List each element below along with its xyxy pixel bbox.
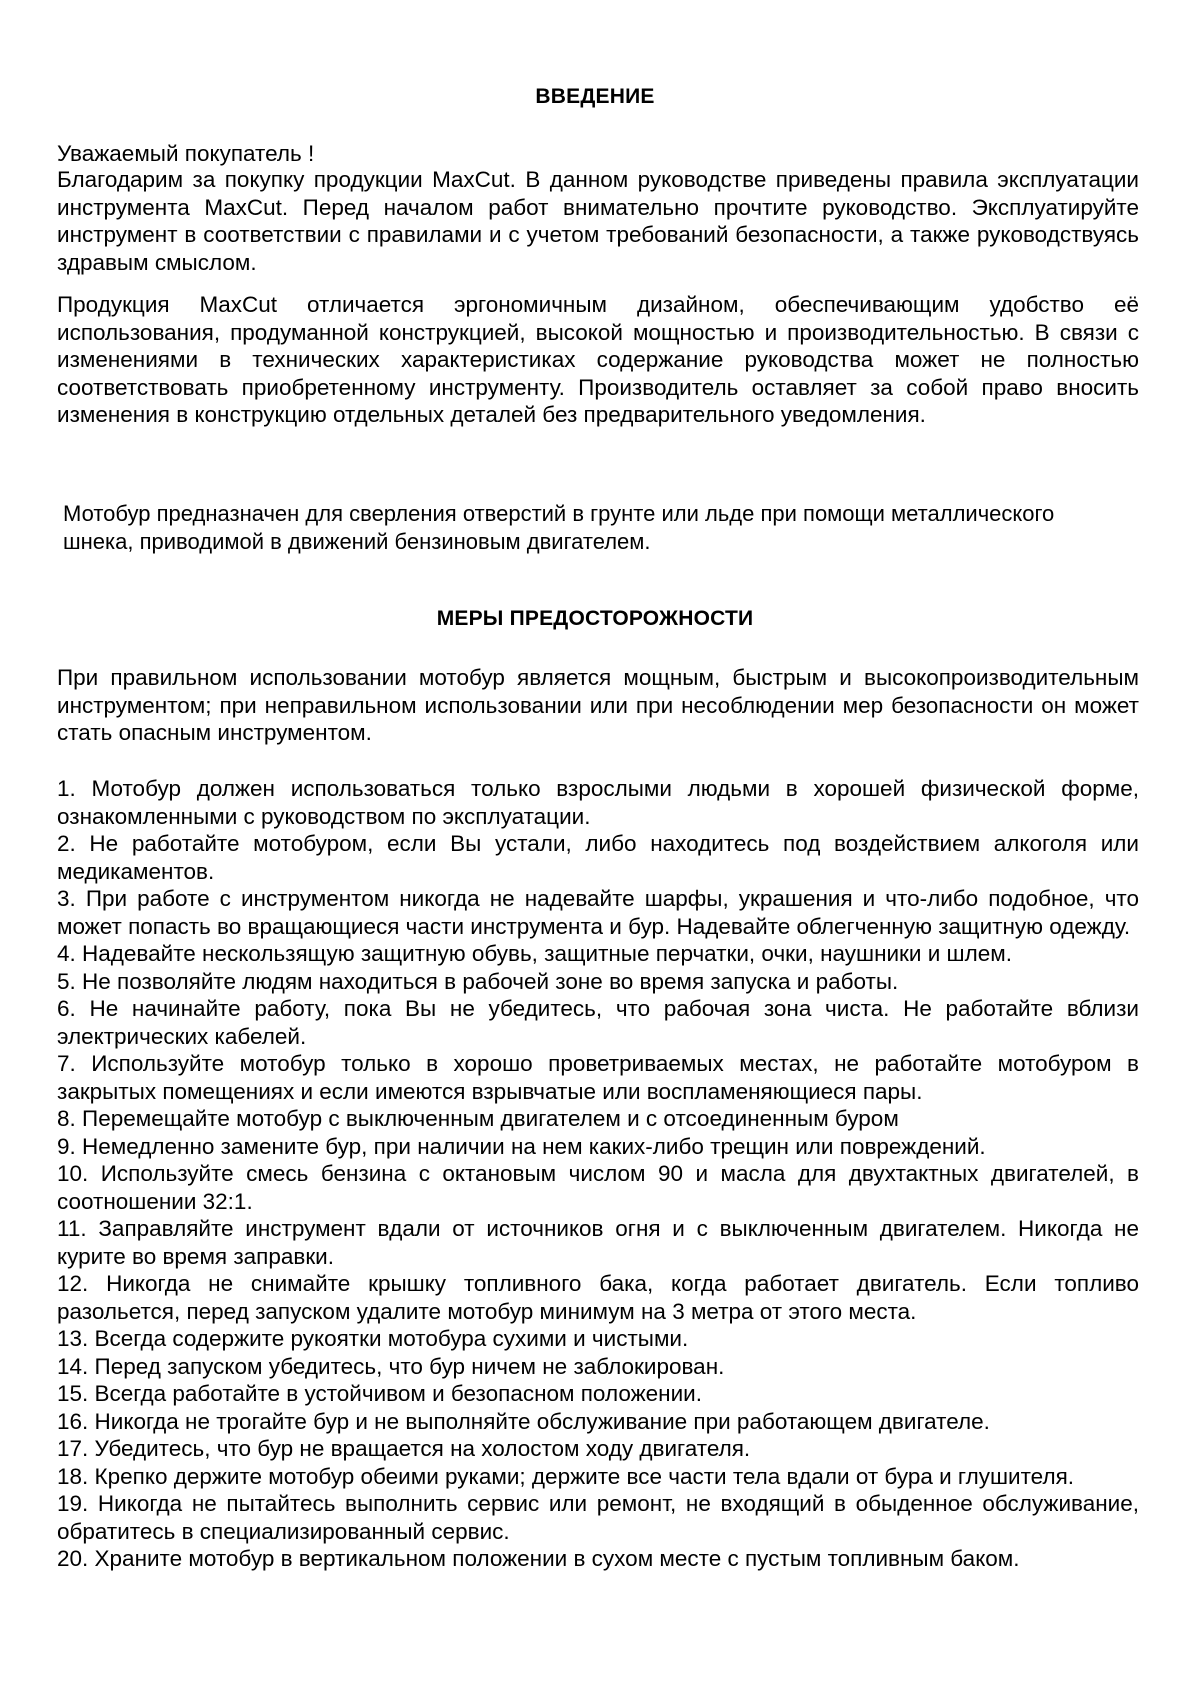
safety-rule: 8. Перемещайте мотобур с выключенным двигателем и с отсоединенным буром <box>57 1106 899 1131</box>
safety-rule: 4. Надевайте нескользящую защитную обувь, защитные перчатки, очки, наушники и шлем. <box>57 941 1012 966</box>
safety-rules-list <box>57 775 1139 1573</box>
intro-paragraph-2: Продукция MaxCut отличается эргономичным дизайном, обеспечивающим удобство её использования, продуманной конструкцией, высокой мощностью и производительностью. В связи с изменениями в технических характеристиках содержание руководства может не полностью соответствовать приобретенному инструменту. Производитель оставляет за собой право вносить изменения в конструкцию отдельных деталей без предварительного уведомления. <box>57 292 1139 427</box>
safety-rule: 9. Немедленно замените бур, при наличии на нем каких-либо трещин или повреждений. <box>57 1133 986 1159</box>
purpose-paragraph: Мотобур предназначен для сверления отверстий в грунте или льде при помощи металлического шнека, приводимой в движений бензиновым двигателем. <box>63 501 1055 554</box>
safety-rule: 18. Крепко держите мотобур обеими руками; держите все части тела вдали от бура и глушителя. <box>57 1463 1075 1489</box>
safety-rule: 11. Заправляйте инструмент вдали от источников огня и с выключенным двигателем. Никогда не курите во время заправки. <box>57 1216 1139 1269</box>
safety-rule: 15. Всегда работайте в устойчивом и безопасном положении. <box>57 1381 702 1406</box>
safety-intro-paragraph: При правильном использовании мотобур является мощным, быстрым и высокопроизводительным инструментом; при неправильном использовании или при несоблюдении мер безопасности он может стать опасным инструментом. <box>57 665 1139 745</box>
greeting-line: Уважаемый покупатель ! <box>57 141 315 166</box>
safety-rule: 13. Всегда содержите рукоятки мотобура сухими и чистыми. <box>57 1326 689 1351</box>
safety-rule: 16. Никогда не трогайте бур и не выполняйте обслуживание при работающем двигателе. <box>57 1408 990 1434</box>
intro-heading: ВВЕДЕНИЕ <box>535 85 655 108</box>
safety-rule: 19. Никогда не пытайтесь выполнить сервис или ремонт, не входящий в обыденное обслуживание, обратитесь в специализированный сервис. <box>57 1491 1139 1544</box>
safety-rule: 1. Мотобур должен использоваться только взрослыми людьми в хорошей физической форме, ознакомленными с руководством по эксплуатации. <box>57 776 1139 829</box>
safety-rule: 3. При работе с инструментом никогда не надевайте шарфы, украшения и что-либо подобное, что может попасть во вращающиеся части инструмента и бур. Надевайте облегченную защитную одежду. <box>57 886 1139 939</box>
safety-rule: 14. Перед запуском убедитесь, что бур ничем не заблокирован. <box>57 1353 725 1379</box>
safety-rule: 7. Используйте мотобур только в хорошо проветриваемых местах, не работайте мотобуром в закрытых помещениях и если имеются взрывчатые или воспламеняющиеся пары. <box>57 1051 1139 1104</box>
intro-paragraph-1: Благодарим за покупку продукции MaxCut. В данном руководстве приведены правила эксплуатации инструмента MaxCut. Перед началом работ внимательно прочтите руководство. Эксплуатируйте инструмент в соответствии с правилами и с учетом требований безопасности, а также руководствуясь здравым смыслом. <box>57 167 1139 275</box>
safety-rule: 20. Храните мотобур в вертикальном положении в сухом месте с пустым топливным баком. <box>57 1546 1020 1571</box>
safety-rule: 6. Не начинайте работу, пока Вы не убедитесь, что рабочая зона чиста. Не работайте вблизи электрических кабелей. <box>57 996 1139 1049</box>
safety-heading: МЕРЫ ПРЕДОСТОРОЖНОСТИ <box>436 607 754 630</box>
safety-rule: 5. Не позволяйте людям находиться в рабочей зоне во время запуска и работы. <box>57 968 899 994</box>
safety-rule: 17. Убедитесь, что бур не вращается на холостом ходу двигателя. <box>57 1436 751 1461</box>
safety-rule: 12. Никогда не снимайте крышку топливного бака, когда работает двигатель. Если топливо разольется, перед запуском удалите мотобур минимум на 3 метра от этого места. <box>57 1271 1139 1324</box>
safety-rule: 2. Не работайте мотобуром, если Вы устали, либо находитесь под воздействием алкоголя или медикаментов. <box>57 831 1139 884</box>
safety-rule: 10. Используйте смесь бензина с октановым числом 90 и масла для двухтактных двигателей, в соотношении 32:1. <box>57 1161 1139 1214</box>
